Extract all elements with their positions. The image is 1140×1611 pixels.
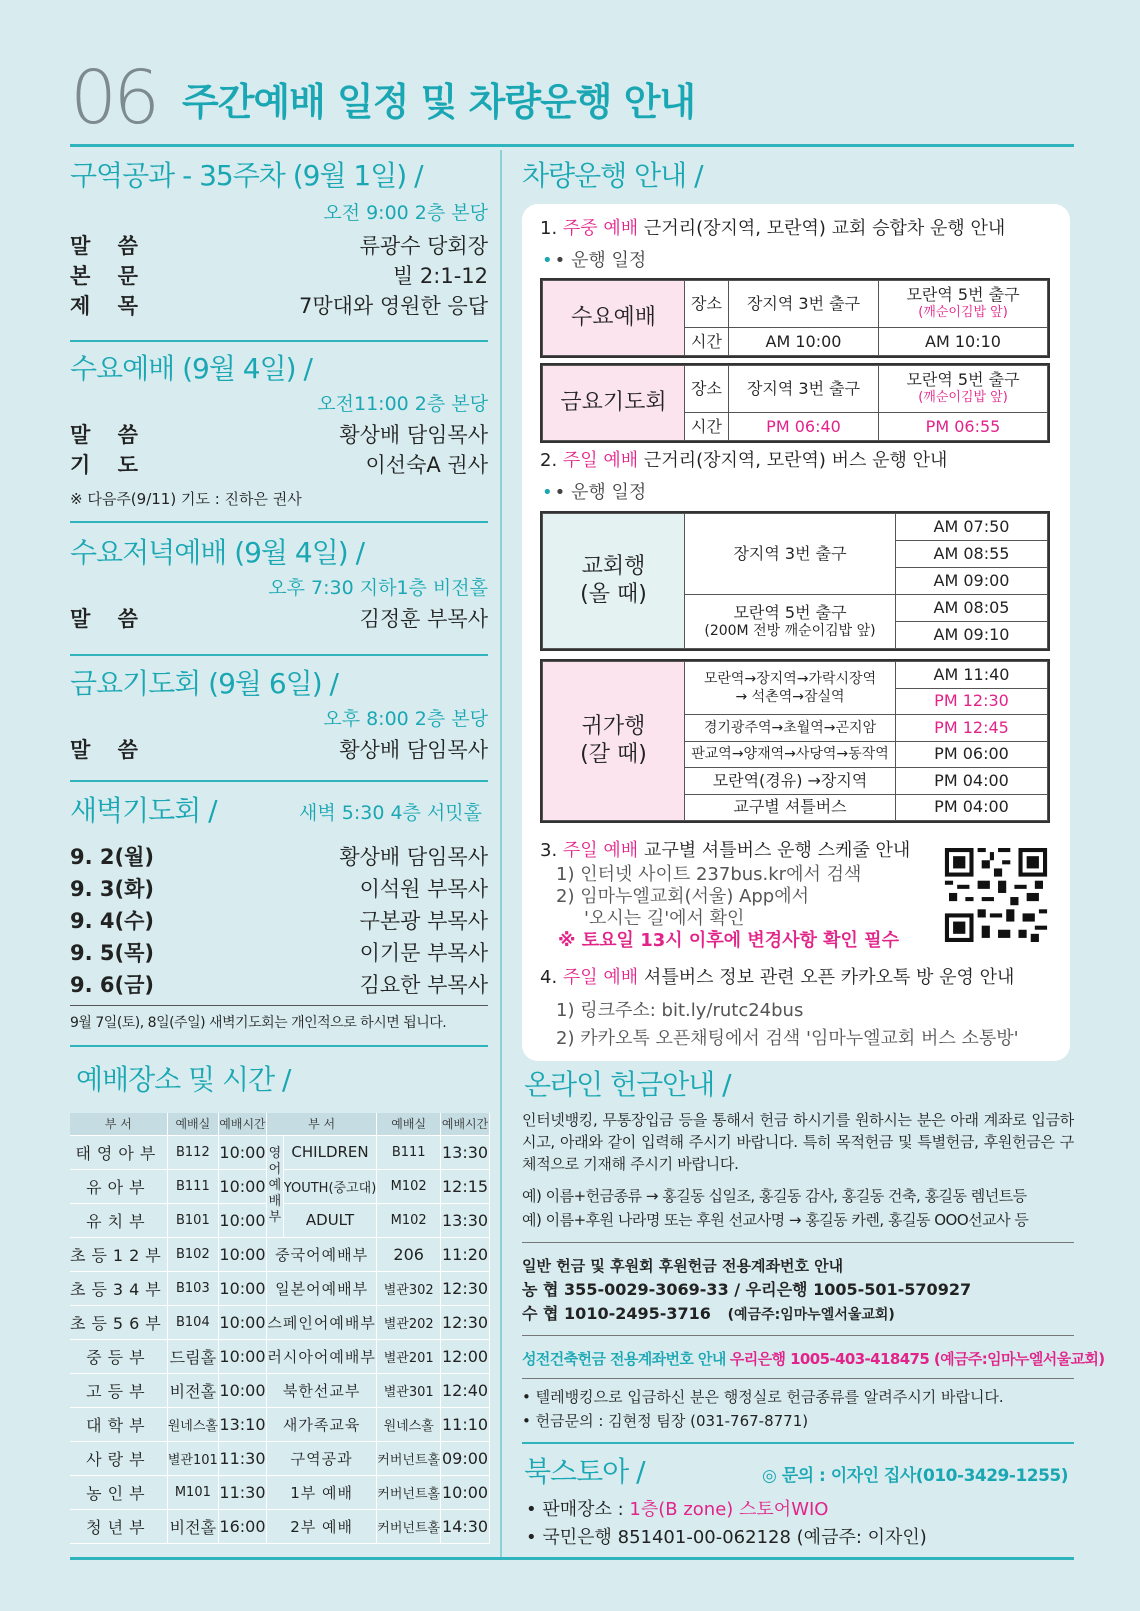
section-wednesday <box>70 353 488 509</box>
table-header: 예배시간 <box>441 1113 490 1135</box>
page-title: 주간예배 일정 및 차량운행 안내 <box>182 80 696 124</box>
table-cell: 별관301 <box>377 1373 441 1407</box>
section-title: 수요예배 (9월 4일) / <box>70 352 312 385</box>
table-cell: 10:00 <box>218 1237 266 1271</box>
table-cell: B112 <box>167 1135 218 1169</box>
table-cell: 커버넌트홀 <box>377 1509 441 1543</box>
section-title: 구역공과 - 35주차 (9월 1일) / <box>70 159 423 192</box>
section-friday <box>70 668 488 765</box>
table-cell: 드림홀 <box>167 1339 218 1373</box>
table-row <box>70 1339 490 1373</box>
table-cell: 초등12부 <box>70 1237 167 1271</box>
table-cell: 별관101 <box>167 1441 218 1475</box>
info-row: 말 씀 류광수 당회장 <box>70 234 488 258</box>
table-cell: 스페인어예배부 <box>266 1305 376 1339</box>
table-cell: 유치부 <box>70 1203 167 1237</box>
divider <box>70 780 488 782</box>
divider <box>522 1442 1074 1444</box>
table-cell: 비전홀 <box>167 1373 218 1407</box>
section-dawn-prayer <box>70 795 488 1032</box>
table-cell: 12:00 <box>441 1339 490 1373</box>
note: ※ 다음주(9/11) 기도 : 진하은 권사 <box>70 490 302 508</box>
instructions: 1) 인터넷 사이트 237bus.kr에서 검색 2) 임마누엘교회(서울) App에서 '오시는 길'에서 확인 ※ 토요일 13시 이후에 변경사항 확인 필수 <box>556 864 899 951</box>
table-cell: 11:30 <box>218 1475 266 1509</box>
table-row <box>70 1237 490 1271</box>
direction-label: 교회행 (올 때) <box>543 514 685 649</box>
table-cell: B103 <box>167 1271 218 1305</box>
worship-schedule-table <box>70 1113 490 1544</box>
item-heading: 1. 주중 예배 근거리(장지역, 모란역) 교회 승합차 운행 안내 <box>540 218 1006 239</box>
table-cell: B104 <box>167 1305 218 1339</box>
info-row: 기 도 이선숙A 권사 <box>70 453 488 477</box>
time-cell: PM 06:00 <box>896 741 1048 768</box>
info-row: 9. 4(수) 구본광 부목사 <box>70 909 488 933</box>
table-cell: 일본어예배부 <box>266 1271 376 1305</box>
info-row: 9. 3(화) 이석원 부목사 <box>70 877 488 901</box>
table-cell: CHILDREN <box>283 1135 377 1169</box>
divider <box>70 1045 488 1047</box>
table-cell: 구역공과 <box>266 1441 376 1475</box>
example-line: 예) 이름+헌금종류 → 홍길동 십일조, 홍길동 감사, 홍길동 건축, 홍길동 렘넌트등 <box>522 1187 1027 1205</box>
table-cell: 10:00 <box>218 1305 266 1339</box>
section-title: 온라인 헌금안내 / <box>524 1068 731 1101</box>
table-cell: 10:00 <box>218 1135 266 1169</box>
table-cell: 13:30 <box>441 1203 490 1237</box>
table-header: 예배실 <box>377 1113 441 1135</box>
table-cell: 초등34부 <box>70 1271 167 1305</box>
item-heading: 2. 주일 예배 근거리(장지역, 모란역) 버스 운행 안내 <box>540 450 948 471</box>
time-cell: AM 10:10 <box>879 328 1048 356</box>
table-cell: 사랑부 <box>70 1441 167 1475</box>
divider <box>70 340 488 342</box>
time-cell: AM 09:10 <box>896 622 1048 649</box>
table-cell: 11:10 <box>441 1407 490 1441</box>
time-cell: AM 08:05 <box>896 595 1048 622</box>
time-cell: PM 04:00 <box>896 768 1048 795</box>
table-cell: 러시아어예배부 <box>266 1339 376 1373</box>
table-cell: 12:40 <box>441 1373 490 1407</box>
table-cell: ADULT <box>283 1203 377 1237</box>
table-cell: 원네스홀 <box>377 1407 441 1441</box>
table-header: 부 서 <box>70 1113 167 1135</box>
account-info: 일반 헌금 및 후원회 후원헌금 전용계좌번호 안내 농 협 355-0029-3069-33 / 우리은행 1005-501-570927 수 협 1010-2495-3716 (예금주:임마누엘서울교회) <box>522 1257 972 1323</box>
table-cell: 유아부 <box>70 1169 167 1203</box>
note: • 헌금문의 : 김현정 팀장 (031-767-8771) <box>522 1412 809 1430</box>
time-cell: AM 08:55 <box>896 541 1048 568</box>
section-subtitle: 오전 9:00 2층 본당 <box>323 202 488 224</box>
table-cell: 중등부 <box>70 1339 167 1373</box>
table-cell: 11:30 <box>218 1441 266 1475</box>
route-cell: 판교역→양재역→사당역→동작역 <box>685 741 896 768</box>
table-cell: 북한선교부 <box>266 1373 376 1407</box>
table-cell: 11:20 <box>441 1237 490 1271</box>
table-cell: 농인부 <box>70 1475 167 1509</box>
item-heading: 4. 주일 예배 셔틀버스 정보 관련 오픈 카카오톡 방 운영 안내 <box>540 967 1015 988</box>
sunday-bus-to-church-table <box>540 511 1050 651</box>
service-name: 수요예배 <box>543 281 685 356</box>
table-row <box>70 1373 490 1407</box>
info-row: 말 씀 김정훈 부목사 <box>70 607 488 631</box>
cell-label: 시간 <box>685 328 729 356</box>
table-cell: 새가족교육 <box>266 1407 376 1441</box>
table-cell: 10:00 <box>218 1271 266 1305</box>
info-row: 9. 6(금) 김요한 부목사 <box>70 973 488 997</box>
table-cell: 10:00 <box>218 1169 266 1203</box>
location-cell: 모란역 5번 출구 (200M 전방 깨순이김밥 앞) <box>685 595 896 649</box>
table-cell: 13:30 <box>441 1135 490 1169</box>
instructions: 1) 링크주소: bit.ly/rutc24bus 2) 카카오톡 오픈채팅에서 검색 '임마누엘교회 버스 소통방' <box>556 1000 1019 1049</box>
section-title: 차량운행 안내 / <box>522 159 703 192</box>
table-cell: 14:30 <box>441 1509 490 1543</box>
info-row: 9. 5(목) 이기문 부목사 <box>70 941 488 965</box>
table-cell: 원네스홀 <box>167 1407 218 1441</box>
section-subtitle: 오후 7:30 지하1층 비전홀 <box>268 577 488 599</box>
table-cell: 대학부 <box>70 1407 167 1441</box>
location-cell: 모란역 5번 출구 (깨순이김밥 앞) <box>879 366 1048 413</box>
table-cell: 13:10 <box>218 1407 266 1441</box>
section-title: 북스토아 / <box>524 1455 645 1488</box>
table-cell: 태영아부 <box>70 1135 167 1169</box>
example-line: 예) 이름+후원 나라명 또는 후원 선교사명 → 홍길동 카렌, 홍길동 OOO선교사 등 <box>522 1211 1029 1229</box>
note: • 텔레뱅킹으로 입금하신 분은 행정실로 헌금종류를 알려주시기 바랍니다. <box>522 1388 1004 1406</box>
table-cell: 16:00 <box>218 1509 266 1543</box>
table-cell: B111 <box>167 1169 218 1203</box>
table-cell: 10:00 <box>218 1373 266 1407</box>
section-number: 06 <box>70 55 157 141</box>
section-subtitle: 오전11:00 2층 본당 <box>317 393 488 415</box>
divider <box>70 654 488 656</box>
table-cell: 12:30 <box>441 1305 490 1339</box>
table-cell: 별관202 <box>377 1305 441 1339</box>
cell-label: 장소 <box>685 366 729 413</box>
table-cell: 중국어예배부 <box>266 1237 376 1271</box>
time-cell: PM 12:45 <box>896 715 1048 742</box>
bullet-label: • • 운행 일정 <box>542 250 647 271</box>
note: 9월 7일(토), 8일(주일) 새벽기도회는 개인적으로 하시면 됩니다. <box>70 1015 447 1031</box>
divider <box>522 1335 1074 1336</box>
table-cell: B101 <box>167 1203 218 1237</box>
info-row: 본 문 빌 2:1-12 <box>70 264 488 288</box>
time-cell: AM 10:00 <box>729 328 879 356</box>
table-cell: 고등부 <box>70 1373 167 1407</box>
contact-info: ◎ 문의 : 이자인 집사(010-3429-1255) <box>762 1466 1069 1486</box>
table-cell: 10:00 <box>218 1339 266 1373</box>
store-info: • 판매장소 : 1층(B zone) 스토어WIO • 국민은행 851401-00-062128 (예금주: 이자인) <box>526 1499 927 1548</box>
table-row <box>70 1475 490 1509</box>
info-row: 말 씀 황상배 담임목사 <box>70 738 488 762</box>
qr-code-icon[interactable] <box>944 848 1048 942</box>
section-title: 예배장소 및 시간 / <box>76 1063 291 1096</box>
table-row <box>70 1441 490 1475</box>
column-divider <box>500 150 502 1560</box>
header-divider <box>70 144 1074 147</box>
building-fund-account: 성전건축헌금 전용계좌번호 안내 우리은행 1005-403-418475 (예금주:임마누엘서울교회) <box>522 1350 1105 1368</box>
table-cell: 청년부 <box>70 1509 167 1543</box>
section-title: 금요기도회 (9월 6일) / <box>70 667 338 700</box>
table-cell: M102 <box>377 1203 441 1237</box>
route-cell: 모란역(경유) →장지역 <box>685 768 896 795</box>
table-cell: 2부 예배 <box>266 1509 376 1543</box>
divider <box>70 521 488 523</box>
location-cell: 장지역 3번 출구 <box>685 514 896 595</box>
table-row <box>70 1407 490 1441</box>
section-district-lesson <box>70 160 488 321</box>
warning-text: ※ 토요일 13시 이후에 변경사항 확인 필수 <box>558 930 899 951</box>
location-cell: 장지역 3번 출구 <box>729 366 879 413</box>
table-cell: 10:00 <box>218 1203 266 1237</box>
table-cell: 별관201 <box>377 1339 441 1373</box>
time-cell: PM 12:30 <box>896 688 1048 715</box>
footer-divider <box>70 1557 1074 1560</box>
time-cell: PM 06:55 <box>879 413 1048 441</box>
cell-label: 장소 <box>685 281 729 328</box>
table-cell: 커버넌트홀 <box>377 1475 441 1509</box>
table-row <box>70 1135 490 1169</box>
table-cell: 206 <box>377 1237 441 1271</box>
section-title: 새벽기도회 / <box>70 794 217 827</box>
bullet-label: • • 운행 일정 <box>542 482 647 503</box>
time-cell: PM 06:40 <box>729 413 879 441</box>
info-row: 제 목 7망대와 영원한 응답 <box>70 294 488 318</box>
item-heading: 3. 주일 예배 교구별 셔틀버스 운행 스케줄 안내 <box>540 840 911 861</box>
table-cell: 12:15 <box>441 1169 490 1203</box>
location-cell: 모란역 5번 출구 (깨순이김밥 앞) <box>879 281 1048 328</box>
divider <box>522 1242 1074 1243</box>
location-cell: 장지역 3번 출구 <box>729 281 879 328</box>
section-wednesday-evening <box>70 537 488 634</box>
table-row <box>70 1509 490 1543</box>
cell-label: 시간 <box>685 413 729 441</box>
time-cell: AM 07:50 <box>896 514 1048 541</box>
table-cell: 커버넌트홀 <box>377 1441 441 1475</box>
table-cell: 초등56부 <box>70 1305 167 1339</box>
table-header: 예배시간 <box>218 1113 266 1135</box>
route-cell: 교구별 셔틀버스 <box>685 794 896 821</box>
sunday-bus-home-table <box>540 659 1050 823</box>
friday-van-table <box>540 363 1050 443</box>
table-cell: 10:00 <box>441 1475 490 1509</box>
table-cell: M101 <box>167 1475 218 1509</box>
divider <box>522 1378 1074 1379</box>
direction-label: 귀가행 (갈 때) <box>543 662 685 821</box>
table-cell: M102 <box>377 1169 441 1203</box>
table-cell: B111 <box>377 1135 441 1169</box>
section-subtitle: 오후 8:00 2층 본당 <box>323 708 488 730</box>
section-title: 수요저녁예배 (9월 4일) / <box>70 536 364 569</box>
info-row: 9. 2(월) 황상배 담임목사 <box>70 845 488 869</box>
table-cell: 12:30 <box>441 1271 490 1305</box>
table-header: 부 서 <box>266 1113 376 1135</box>
time-cell: AM 11:40 <box>896 662 1048 689</box>
info-row: 말 씀 황상배 담임목사 <box>70 423 488 447</box>
table-cell: 비전홀 <box>167 1509 218 1543</box>
table-header: 예배실 <box>167 1113 218 1135</box>
service-name: 금요기도회 <box>543 366 685 441</box>
route-cell: 모란역→장지역→가락시장역 → 석촌역→잠실역 <box>685 662 896 715</box>
table-row <box>70 1271 490 1305</box>
wednesday-van-table <box>540 278 1050 358</box>
table-row <box>70 1305 490 1339</box>
section-subtitle: 새벽 5:30 4층 서밋홀 <box>299 801 482 824</box>
table-cell: 별관302 <box>377 1271 441 1305</box>
table-cell: 09:00 <box>441 1441 490 1475</box>
youth-group-label: 영어예배부 <box>266 1135 283 1237</box>
table-cell: YOUTH(중고대) <box>283 1169 377 1203</box>
time-cell: PM 04:00 <box>896 794 1048 821</box>
time-cell: AM 09:00 <box>896 568 1048 595</box>
table-cell: B102 <box>167 1237 218 1271</box>
route-cell: 경기광주역→초월역→곤지암 <box>685 715 896 742</box>
table-cell: 1부 예배 <box>266 1475 376 1509</box>
offering-description: 인터넷뱅킹, 무통장입금 등을 통해서 헌금 하시기를 원하시는 분은 아래 계좌로 입금하시고, 아래와 같이 입력해 주시기 바랍니다. 특히 목적헌금 및 특별헌금, 후원헌금은 구체적으로 기재해 주시기 바랍니다. <box>522 1111 1074 1173</box>
